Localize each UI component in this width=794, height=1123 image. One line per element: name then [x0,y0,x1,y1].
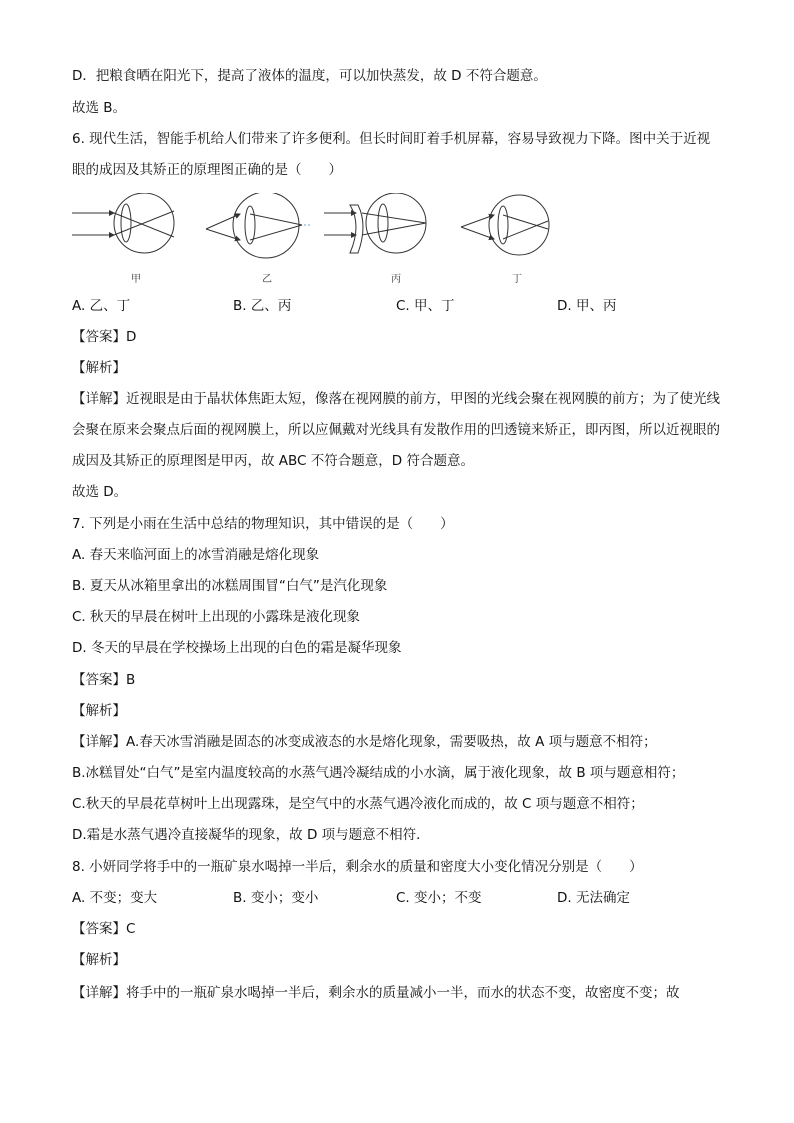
option-c: C. 变小；不变 [396,890,482,906]
option-a: A. 不变；变大 [72,890,158,906]
text-line: D．把粮食晒在阳光下，提高了液体的温度，可以加快蒸发，故 D 不符合题意。 [72,68,547,84]
question-6-stem: 6. 现代生活，智能手机给人们带来了许多便利。但长时间盯着手机屏幕，容易导致视力下降。图中关于近视眼的成因及其矫正的原理图正确的是（ ） [72,131,711,178]
figure-label-ding: 丁 [512,274,522,285]
option-a: A. 乙、丁 [72,298,131,314]
option-d: D. 冬天的早晨在学校操场上出现的白色的霜是凝华现象 [72,640,402,656]
eye-diagram-jia [72,193,174,253]
eye-diagram-yi [206,193,312,258]
option-c: C. 甲、丁 [396,298,455,314]
detail-text: B.冰糕冒处“白气”是室内温度较高的水蒸气遇冷凝结成的小水滴，属于液化现象，故 B 项与题意相符； [72,765,685,781]
option-c: C. 秋天的早晨在树叶上出现的小露珠是液化现象 [72,609,361,625]
figure-label-jia: 甲 [131,274,141,285]
detail-text: 【详解】将手中的一瓶矿泉水喝掉一半后，剩余水的质量减小一半，而水的状态不变，故密度不变；故 [72,985,680,1001]
option-a: A. 春天来临河面上的冰雪消融是熔化现象 [72,547,320,563]
figure-label-yi: 乙 [262,274,272,285]
analysis-label: 【解析】 [72,360,126,376]
question-8-stem: 8. 小妍同学将手中的一瓶矿泉水喝掉一半后，剩余水的质量和密度大小变化情况分别是（ ） [72,859,643,875]
detail-text: 【详解】近视眼是由于晶状体焦距太短，像落在视网膜的前方，甲图的光线会聚在视网膜的前方；为了使光线会聚在原来会聚点后面的视网膜上，所以应佩戴对光线具有发散作用的凹透镜来矫正，即丙图，所以近视眼的成因及其矫正的原理图是甲丙，故 ABC 不符合题意，D 符合题意。 [72,391,720,469]
eye-diagrams [66,193,566,289]
figure-label-bing: 丙 [391,274,401,285]
question-7-stem: 7. 下列是小雨在生活中总结的物理知识，其中错误的是（ ） [72,516,454,532]
answer-label: 【答案】B [72,672,136,688]
eye-diagram-bing [324,193,426,253]
option-b: B. 夏天从冰箱里拿出的冰糕周围冒“白气”是汽化现象 [72,578,388,594]
detail-text: C.秋天的早晨花草树叶上出现露珠，是空气中的水蒸气遇冷液化而成的，故 C 项与题意不相符； [72,796,644,812]
analysis-label: 【解析】 [72,703,126,719]
option-d: D. 甲、丙 [557,298,617,314]
text-line: 故选 D。 [72,484,128,500]
analysis-label: 【解析】 [72,952,126,968]
option-b: B. 变小；变小 [233,890,319,906]
detail-text: D.霜是水蒸气遇冷直接凝华的现象，故 D 项与题意不相符． [72,827,430,843]
option-b: B. 乙、丙 [233,298,292,314]
answer-label: 【答案】C [72,921,136,937]
answer-label: 【答案】D [72,329,137,345]
option-d: D. 无法确定 [557,890,630,906]
text-line: 故选 B。 [72,100,127,116]
eye-diagram-ding [461,195,549,255]
detail-text: 【详解】A.春天冰雪消融是固态的冰变成液态的水是熔化现象，需要吸热，故 A 项与题意不相符； [72,734,657,750]
